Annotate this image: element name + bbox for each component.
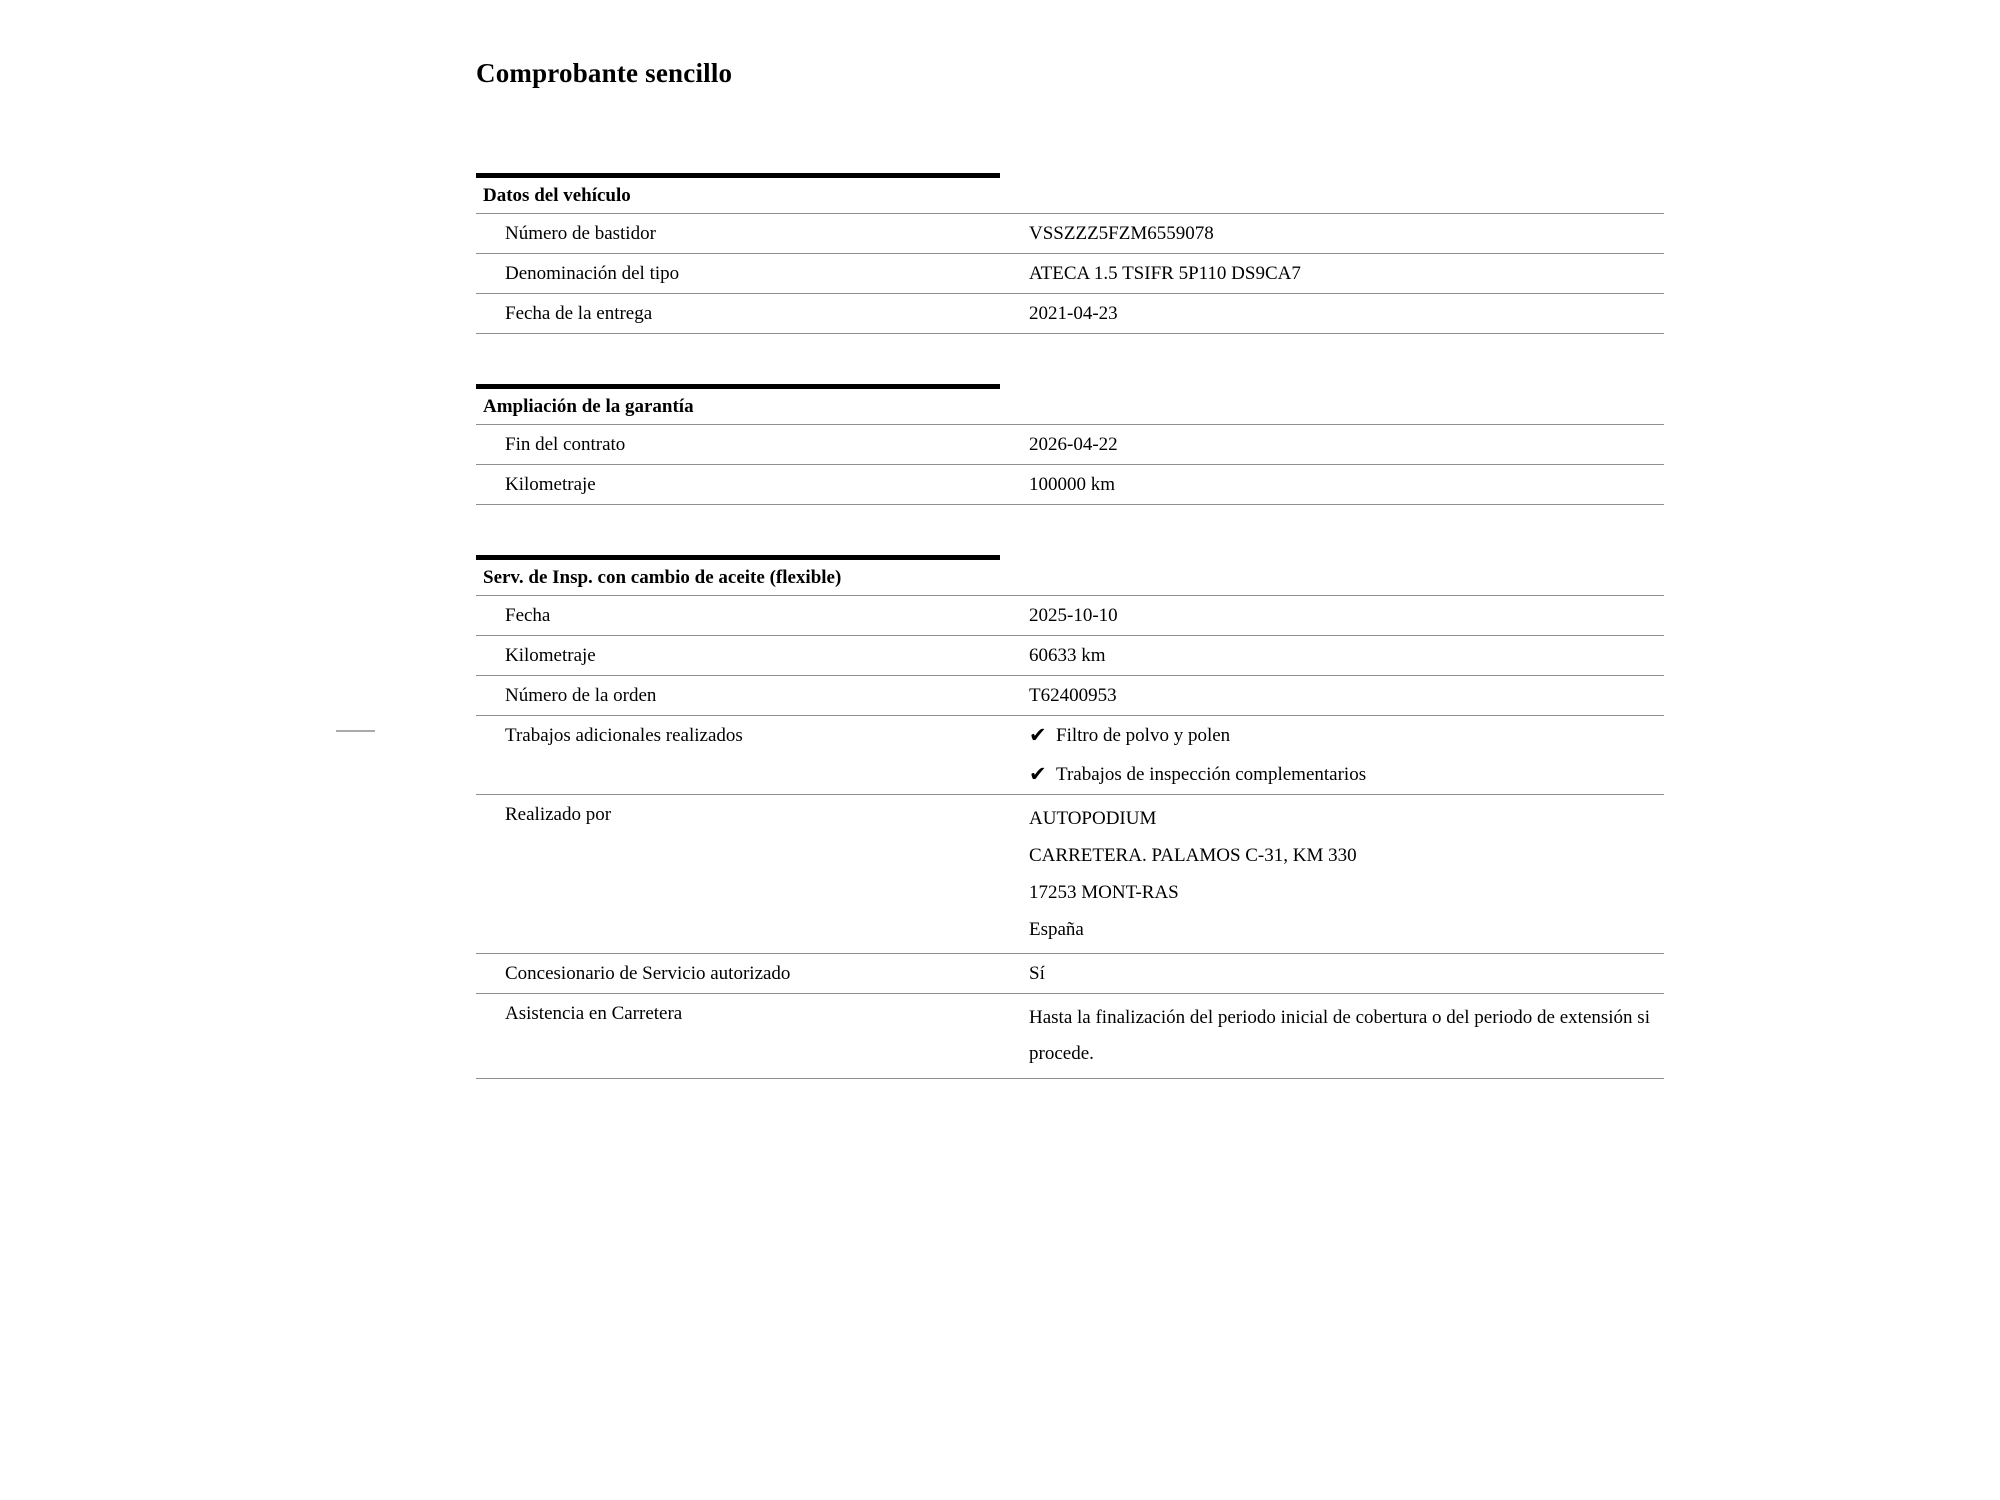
row-label: Denominación del tipo [505,263,680,284]
page-title: Comprobante sencillo [476,58,733,88]
row-label: Fin del contrato [505,434,626,455]
row-label: Trabajos adicionales realizados [505,725,743,746]
row-value: 60633 km [1029,645,1106,666]
section-datos-vehiculo [476,173,1664,334]
table-row [476,465,1664,505]
checklist-item-label: Trabajos de inspección complementarios [1056,764,1367,785]
row-value: Hasta la finalización del periodo inicial de cobertura o del periodo de extensión si procede. [1029,1007,1650,1064]
table-row [476,254,1664,294]
section-ampliacion-garantia [476,384,1664,505]
address-line: España [1029,919,1084,940]
table-row [476,596,1664,636]
document-body [476,58,1664,1129]
row-label: Kilometraje [505,645,596,666]
table-row [476,716,1664,795]
table-row [476,636,1664,676]
row-label: Asistencia en Carretera [505,1003,683,1024]
row-value: Sí [1029,963,1045,984]
row-value-address [1029,795,1663,953]
table-row [476,214,1664,254]
row-value: 100000 km [1029,474,1116,495]
row-value: 2026-04-22 [1029,434,1118,455]
address-line: AUTOPODIUM [1029,808,1157,829]
row-label: Realizado por [505,804,612,825]
table-row [476,954,1664,994]
row-value: T62400953 [1029,685,1117,706]
checklist-item-label: Filtro de polvo y polen [1056,725,1231,746]
section-title: Datos del vehículo [476,178,1664,214]
table-row [476,425,1664,465]
section-title: Ampliación de la garantía [476,389,1664,425]
row-value: VSSZZZ5FZM6559078 [1029,223,1214,244]
address-line: CARRETERA. PALAMOS C-31, KM 330 [1029,845,1357,866]
row-value: ATECA 1.5 TSIFR 5P110 DS9CA7 [1029,263,1301,284]
check-icon: ✔ [1029,762,1047,786]
checklist-item [1029,716,1663,755]
check-icon: ✔ [1029,723,1047,747]
table-row [476,676,1664,716]
table-row [476,294,1664,334]
fold-mark [336,730,375,732]
address-line: 17253 MONT-RAS [1029,882,1179,903]
checklist-item [1029,755,1663,794]
section-title: Serv. de Insp. con cambio de aceite (flexible) [476,560,1664,596]
row-label: Número de la orden [505,685,657,706]
table-row [476,994,1664,1079]
row-label: Número de bastidor [505,223,656,244]
row-value: 2021-04-23 [1029,303,1118,324]
row-label: Kilometraje [505,474,596,495]
section-servicio-inspeccion [476,555,1664,1079]
sections-container [476,173,1664,1079]
row-label: Concesionario de Servicio autorizado [505,963,791,984]
row-label: Fecha de la entrega [505,303,653,324]
row-value: 2025-10-10 [1029,605,1118,626]
row-value-checklist [1029,716,1663,794]
row-label: Fecha [505,605,551,626]
table-row [476,795,1664,954]
